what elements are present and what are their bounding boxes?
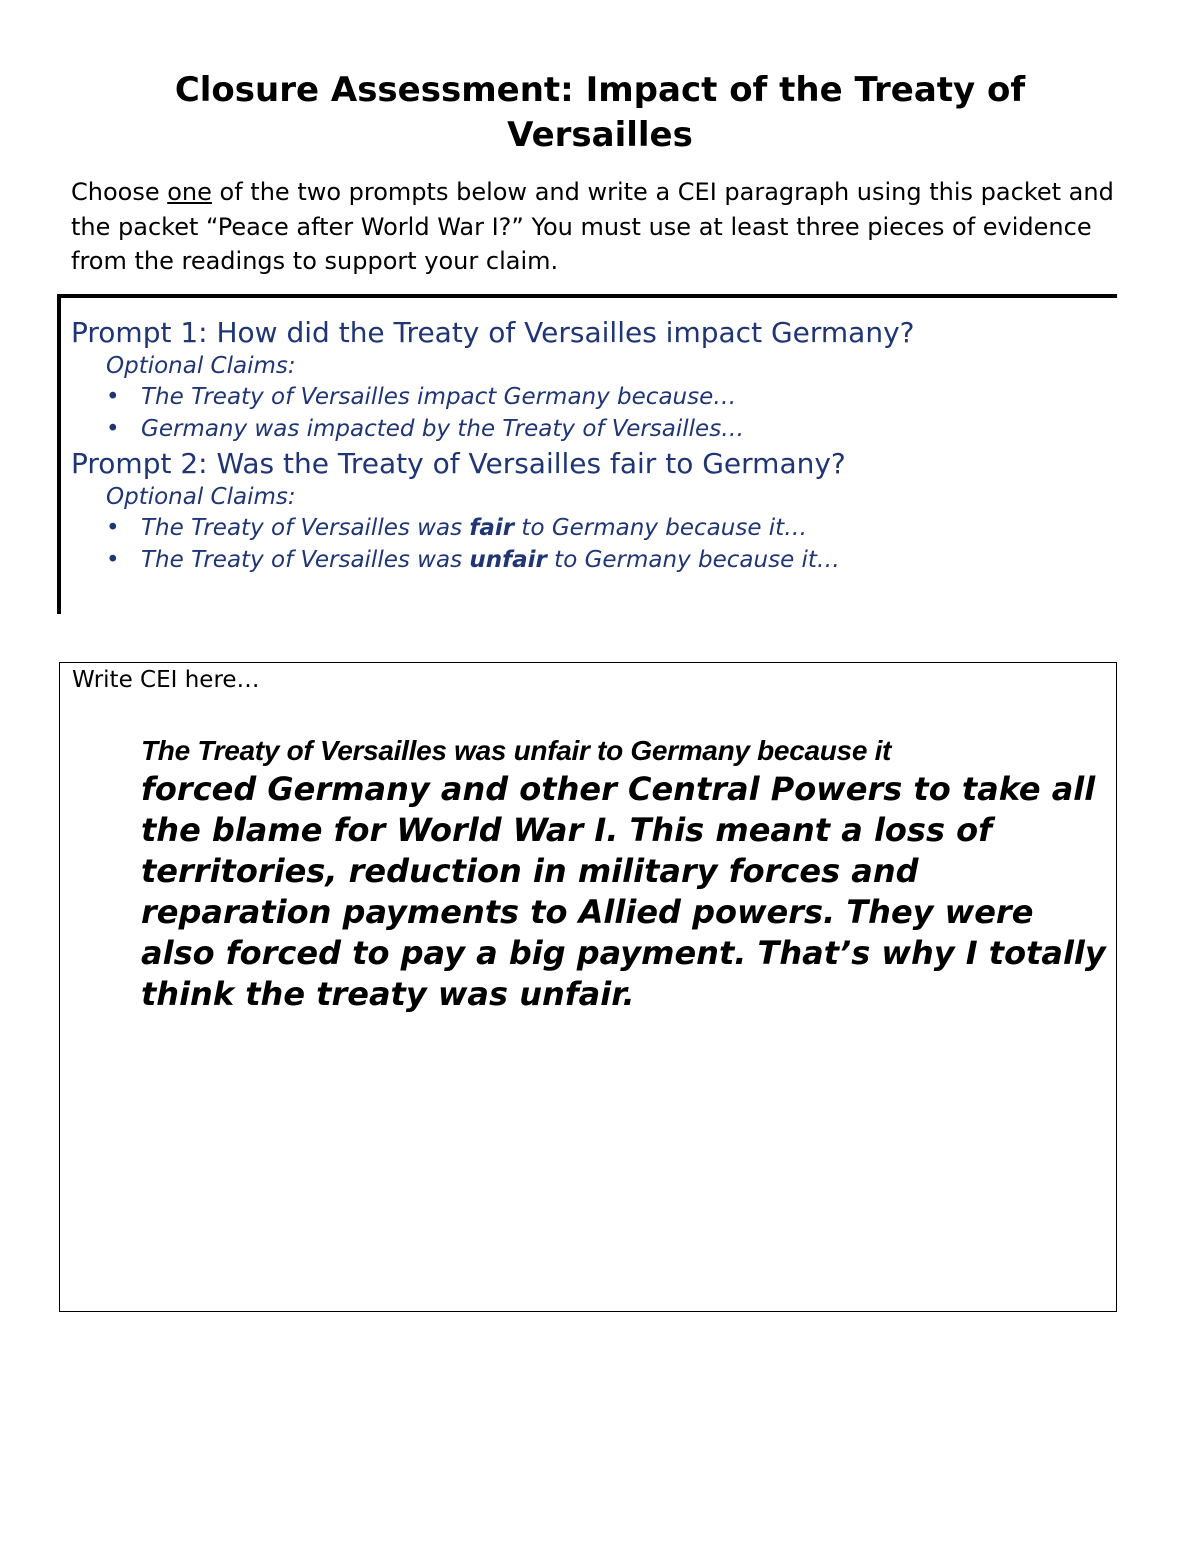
instructions-emphasis: one [167, 178, 212, 206]
claim-item [71, 381, 1111, 413]
bullet-icon: • [106, 547, 120, 573]
prompt-1-heading: Prompt 1: How did the Treaty of Versailles impact Germany? [71, 316, 915, 349]
claim-bold: unfair [469, 547, 547, 573]
claim-text: The Treaty of Versailles was [141, 547, 470, 573]
bullet-icon: • [106, 384, 120, 410]
claim-text-after: to Germany because it… [546, 547, 840, 573]
instructions-before: Choose [71, 178, 168, 206]
title-line-2: Versailles [507, 115, 693, 155]
page-title [100, 68, 1100, 158]
claim-text: The Treaty of Versailles was [141, 515, 470, 541]
cei-answer-first-line: The Treaty of Versailles was unfair to Germany because it [141, 735, 892, 766]
title-line-1: Closure Assessment: Impact of the Treaty of [174, 70, 1026, 110]
prompt-2-claims-label: Optional Claims: [106, 484, 296, 510]
instructions [71, 175, 1131, 279]
prompt-1-claims-label: Optional Claims: [106, 353, 296, 379]
claim-item [71, 413, 1111, 445]
cei-label: Write CEI here… [72, 667, 260, 693]
bullet-icon: • [106, 416, 120, 442]
claim-text: Germany was impacted by the Treaty of Versailles… [141, 416, 745, 442]
prompt-2-heading: Prompt 2: Was the Treaty of Versailles fair to Germany? [71, 447, 846, 480]
prompt-2-claims-list [71, 512, 1111, 576]
cei-answer-body: forced Germany and other Central Powers to take all the blame for World War I. This meant a loss of territories, reduction in military forces and reparation payments to Allied powers. They were also forced to pay a big payment. That’s why I totally think the treaty was unfair. [141, 770, 1106, 1013]
claim-text-after: to Germany because it… [514, 515, 808, 541]
cei-answer-text[interactable] [141, 732, 1116, 1015]
bullet-icon: • [106, 515, 120, 541]
claim-item [71, 512, 1111, 544]
claim-item [71, 544, 1111, 576]
prompt-1-claims-list [71, 381, 1111, 445]
claim-text: The Treaty of Versailles impact Germany because… [141, 384, 737, 410]
instructions-after: of the two prompts below and write a CEI paragraph using this packet and the packet “Peace after World War I?” You must use at least three pieces of evidence from the readings to support your claim. [71, 178, 1114, 275]
claim-bold: fair [469, 515, 515, 541]
prompt-section [71, 314, 1111, 576]
